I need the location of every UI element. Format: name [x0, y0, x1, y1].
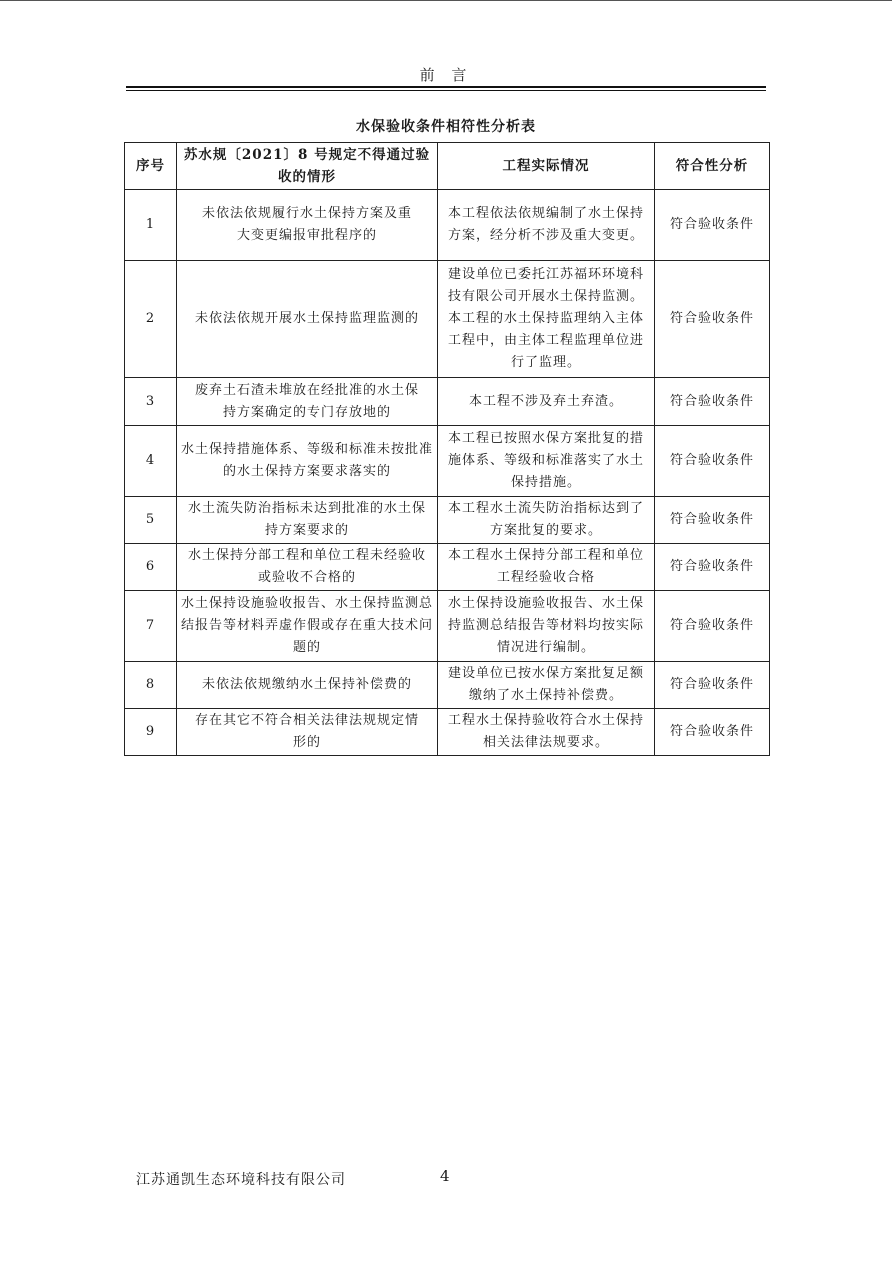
- footer-page-number: 4: [440, 1167, 450, 1185]
- table-row: [125, 426, 770, 497]
- header-cell-no: 序号: [125, 143, 177, 190]
- row-condition: 未依法依规缴纳水土保持补偿费的: [177, 662, 438, 709]
- row-actual: 本工程依法依规编制了水土保持方案，经分析不涉及重大变更。: [438, 190, 655, 261]
- row-analysis: 符合验收条件: [655, 662, 770, 709]
- row-analysis: 符合验收条件: [655, 378, 770, 426]
- table-row: [125, 544, 770, 591]
- row-actual: 水土保持设施验收报告、水土保持监测总结报告等材料均按实际情况进行编制。: [438, 591, 655, 662]
- row-analysis: 符合验收条件: [655, 261, 770, 378]
- row-analysis: 符合验收条件: [655, 591, 770, 662]
- row-actual: 本工程水土流失防治指标达到了方案批复的要求。: [438, 497, 655, 544]
- row-condition: 废弃土石渣未堆放在经批准的水土保持方案确定的专门存放地的: [177, 378, 438, 426]
- row-no: 7: [125, 591, 177, 662]
- row-actual: 建设单位已委托江苏福环环境科技有限公司开展水土保持监测。本工程的水土保持监理纳入主体工程中，由主体工程监理单位进行了监理。: [438, 261, 655, 378]
- header-cell-condition: 苏水规〔2021〕8 号规定不得通过验收的情形: [177, 143, 438, 190]
- page-top-edge: [0, 0, 892, 1]
- row-no: 2: [125, 261, 177, 378]
- row-no: 1: [125, 190, 177, 261]
- table-row: [125, 497, 770, 544]
- row-no: 9: [125, 709, 177, 756]
- table-header-row: [125, 143, 770, 190]
- header-rule-thin: [126, 90, 766, 91]
- table-row: [125, 261, 770, 378]
- row-actual: 本工程已按照水保方案批复的措施体系、等级和标准落实了水土保持措施。: [438, 426, 655, 497]
- row-no: 8: [125, 662, 177, 709]
- row-analysis: 符合验收条件: [655, 190, 770, 261]
- row-actual: 工程水土保持验收符合水土保持相关法律法规要求。: [438, 709, 655, 756]
- row-actual: 本工程水土保持分部工程和单位工程经验收合格: [438, 544, 655, 591]
- row-condition: 未依法依规开展水土保持监理监测的: [177, 261, 438, 378]
- table-row: [125, 190, 770, 261]
- row-condition: 水土流失防治指标未达到批准的水土保持方案要求的: [177, 497, 438, 544]
- row-no: 5: [125, 497, 177, 544]
- row-analysis: 符合验收条件: [655, 497, 770, 544]
- table-row: [125, 378, 770, 426]
- row-no: 3: [125, 378, 177, 426]
- row-analysis: 符合验收条件: [655, 709, 770, 756]
- row-condition: 存在其它不符合相关法律法规规定情形的: [177, 709, 438, 756]
- row-condition: 水土保持设施验收报告、水土保持监测总结报告等材料弄虚作假或存在重大技术问题的: [177, 591, 438, 662]
- row-condition: 水土保持分部工程和单位工程未经验收或验收不合格的: [177, 544, 438, 591]
- row-analysis: 符合验收条件: [655, 544, 770, 591]
- row-condition: 未依法依规履行水土保持方案及重大变更编报审批程序的: [177, 190, 438, 261]
- header-cell-analysis: 符合性分析: [655, 143, 770, 190]
- row-analysis: 符合验收条件: [655, 426, 770, 497]
- table-row: [125, 662, 770, 709]
- header-cell-actual: 工程实际情况: [438, 143, 655, 190]
- row-condition: 水土保持措施体系、等级和标准未按批准的水土保持方案要求落实的: [177, 426, 438, 497]
- row-no: 6: [125, 544, 177, 591]
- row-actual: 建设单位已按水保方案批复足额缴纳了水土保持补偿费。: [438, 662, 655, 709]
- table-row: [125, 709, 770, 756]
- row-no: 4: [125, 426, 177, 497]
- page-header-title: 前 言: [419, 66, 473, 84]
- header-rule-thick: [126, 86, 766, 88]
- table-row: [125, 591, 770, 662]
- compliance-table: [124, 142, 770, 756]
- table-caption: 水保验收条件相符性分析表: [356, 119, 536, 135]
- footer-company-name: 江苏通凯生态环境科技有限公司: [136, 1172, 346, 1188]
- row-actual: 本工程不涉及弃土弃渣。: [438, 378, 655, 426]
